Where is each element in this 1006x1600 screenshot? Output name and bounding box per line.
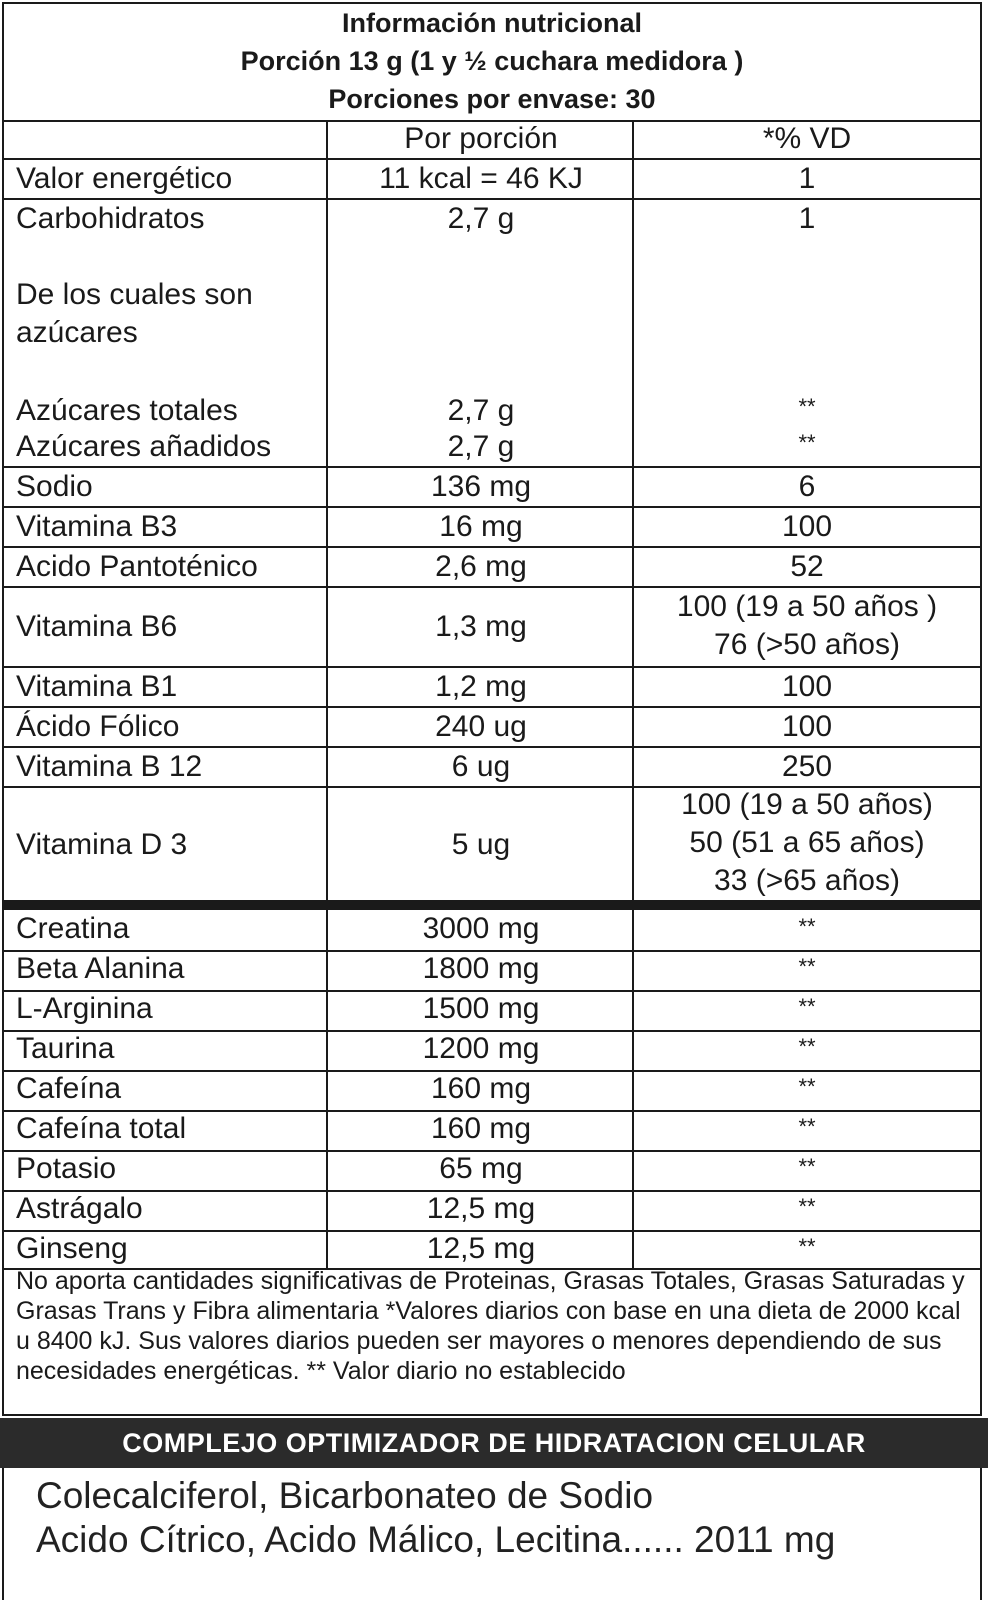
row-label: Carbohidratos — [16, 202, 205, 235]
row-amount: 160 mg — [430, 1112, 532, 1145]
row-dv: 76 (>50 años) — [714, 628, 900, 661]
row-label: Valor energético — [16, 162, 233, 195]
row-amount: 2,7 g — [447, 430, 515, 463]
row-label: Acido Pantoténico — [16, 550, 258, 583]
row-dv: ** — [798, 994, 816, 1019]
row-amount: 16 mg — [439, 510, 523, 543]
complex-ingredients — [2, 1468, 982, 1600]
row-label: Ginseng — [16, 1232, 128, 1265]
row-label: Potasio — [16, 1152, 117, 1185]
row-amount: 1,2 mg — [435, 670, 527, 703]
complex-title: COMPLEJO OPTIMIZADOR DE HIDRATACION CELULAR — [0, 1418, 988, 1468]
row-dv: 100 — [781, 710, 833, 743]
row-amount: 6 ug — [451, 750, 511, 783]
row-label: Vitamina D 3 — [16, 828, 188, 861]
row-dv: ** — [798, 1114, 816, 1139]
servings-per-container: Porciones por envase: 30 — [328, 84, 656, 114]
row-label: Vitamina B6 — [16, 610, 178, 643]
row-label: Cafeína total — [16, 1112, 187, 1145]
row-amount: 240 ug — [435, 710, 527, 743]
table-title: Información nutricional — [341, 8, 643, 38]
row-dv: 100 — [781, 510, 833, 543]
row-label: Vitamina B1 — [16, 670, 178, 703]
row-amount: 12,5 mg — [426, 1232, 536, 1265]
row-dv: 250 — [781, 750, 833, 783]
row-dv: ** — [798, 1194, 816, 1219]
nutrition-table — [2, 2, 982, 1416]
row-label: Azúcares añadidos — [16, 430, 272, 463]
row-label: Taurina — [16, 1032, 115, 1065]
row-amount: 1,3 mg — [435, 610, 527, 643]
row-label: Vitamina B 12 — [16, 750, 203, 783]
row-label: Vitamina B3 — [16, 510, 178, 543]
row-dv: ** — [798, 1074, 816, 1099]
row-dv: 33 (>65 años) — [714, 864, 900, 897]
row-dv: ** — [798, 1034, 816, 1059]
row-dv: ** — [798, 954, 816, 979]
row-dv: 100 — [781, 670, 833, 703]
serving-size: Porción 13 g (1 y ½ cuchara medidora ) — [240, 46, 744, 76]
row-dv: 100 (19 a 50 años) — [681, 788, 933, 821]
row-amount: 5 ug — [451, 828, 511, 861]
row-dv: 100 (19 a 50 años ) — [676, 590, 938, 623]
row-amount: 136 mg — [430, 470, 532, 503]
row-dv: ** — [798, 394, 816, 419]
footnote: No aporta cantidades significativas de Proteinas, Grasas Totales, Grasas Saturadas y Grasas Trans y Fibra alimentaria *Valores diarios con base en una dieta de 2000 kcal u 8400 kJ. Sus valores diarios pueden ser mayores o menores dependiendo de sus necesidades energéticas. ** Valor diario no establecido — [16, 1267, 965, 1385]
row-amount: 1800 mg — [422, 952, 540, 985]
row-amount: 160 mg — [430, 1072, 532, 1105]
row-dv: 50 (51 a 65 años) — [689, 826, 925, 859]
row-dv: 1 — [798, 162, 816, 195]
row-amount: 2,6 mg — [435, 550, 527, 583]
row-label: Cafeína — [16, 1072, 122, 1105]
column-header-per-serving: Por porción — [404, 122, 558, 155]
row-amount: 1200 mg — [422, 1032, 540, 1065]
row-label: Ácido Fólico — [16, 710, 180, 743]
row-amount: 3000 mg — [422, 912, 540, 945]
row-amount: 2,7 g — [447, 394, 515, 427]
row-label: Beta Alanina — [16, 952, 185, 985]
row-label: De los cuales son azúcares — [16, 278, 253, 349]
row-dv: ** — [798, 430, 816, 455]
row-label: Creatina — [16, 912, 130, 945]
row-dv: ** — [798, 1234, 816, 1259]
complex-line-2: Acido Cítrico, Acido Málico, Lecitina...... 2011 mg — [36, 1519, 836, 1560]
row-label: Sodio — [16, 470, 93, 503]
row-label: L-Arginina — [16, 992, 153, 1025]
row-label: Azúcares totales — [16, 394, 238, 427]
row-dv: ** — [798, 1154, 816, 1179]
column-header-dv: *% VD — [762, 122, 852, 155]
row-label: Astrágalo — [16, 1192, 143, 1225]
row-amount: 65 mg — [439, 1152, 523, 1185]
table-header — [4, 4, 980, 120]
row-amount: 2,7 g — [447, 202, 515, 235]
complex-line-1: Colecalciferol, Bicarbonateo de Sodio — [36, 1475, 654, 1516]
row-dv: 52 — [790, 550, 824, 583]
row-dv: 6 — [798, 470, 816, 503]
row-dv: 1 — [798, 202, 816, 235]
row-dv: ** — [798, 914, 816, 939]
row-amount: 1500 mg — [422, 992, 540, 1025]
row-amount: 11 kcal = 46 KJ — [379, 162, 583, 195]
row-amount: 12,5 mg — [426, 1192, 536, 1225]
